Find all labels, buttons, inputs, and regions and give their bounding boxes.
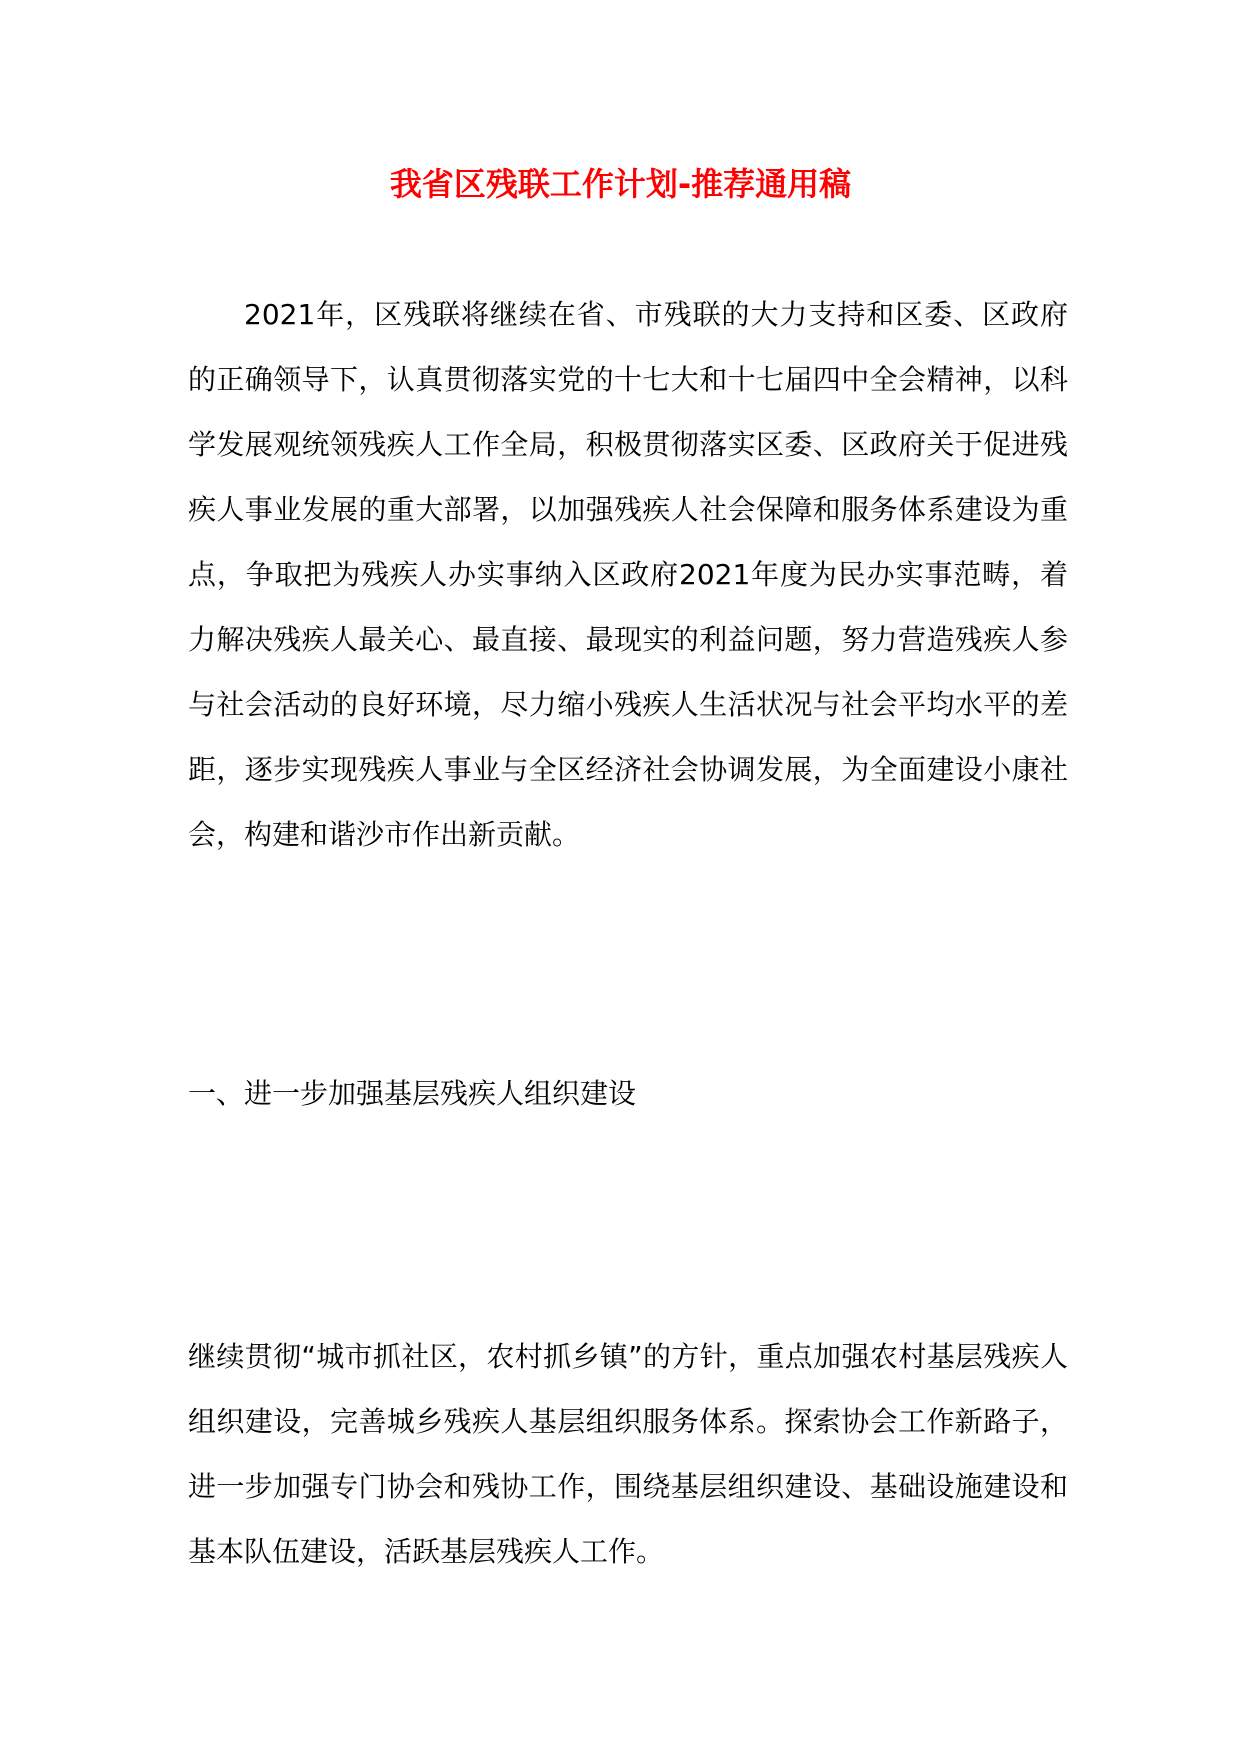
intro-paragraph: 2021年，区残联将继续在省、市残联的大力支持和区委、区政府的正确领导下，认真贯彻落实党的十七大和十七届四中全会精神，以科学发展观统领残疾人工作全局，积极贯彻落实区委、区政府关于促进残疾人事业发展的重大部署，以加强残疾人社会保障和服务体系建设为重点，争取把为残疾人办实事纳入区政府2021年度为民办实事范畴，着力解决残疾人最关心、最直接、最现实的利益问题，努力营造残疾人参与社会活动的良好环境，尽力缩小残疾人生活状况与社会平均水平的差距，逐步实现残疾人事业与全区经济社会协调发展，为全面建设小康社会，构建和谐沙市作出新贡献。 — [188, 298, 1068, 851]
section-heading: 一、进一步加强基层残疾人组织建设 — [188, 1077, 637, 1110]
section-paragraph: 继续贯彻“城市抓社区，农村抓乡镇”的方针，重点加强农村基层残疾人组织建设，完善城乡残疾人基层组织服务体系。探索协会工作新路子，进一步加强专门协会和残协工作，围绕基层组织建设、基础设施建设和基本队伍建设，活跃基层残疾人工作。 — [188, 1340, 1068, 1568]
document-title: 我省区残联工作计划-推荐通用稿 — [389, 165, 852, 203]
